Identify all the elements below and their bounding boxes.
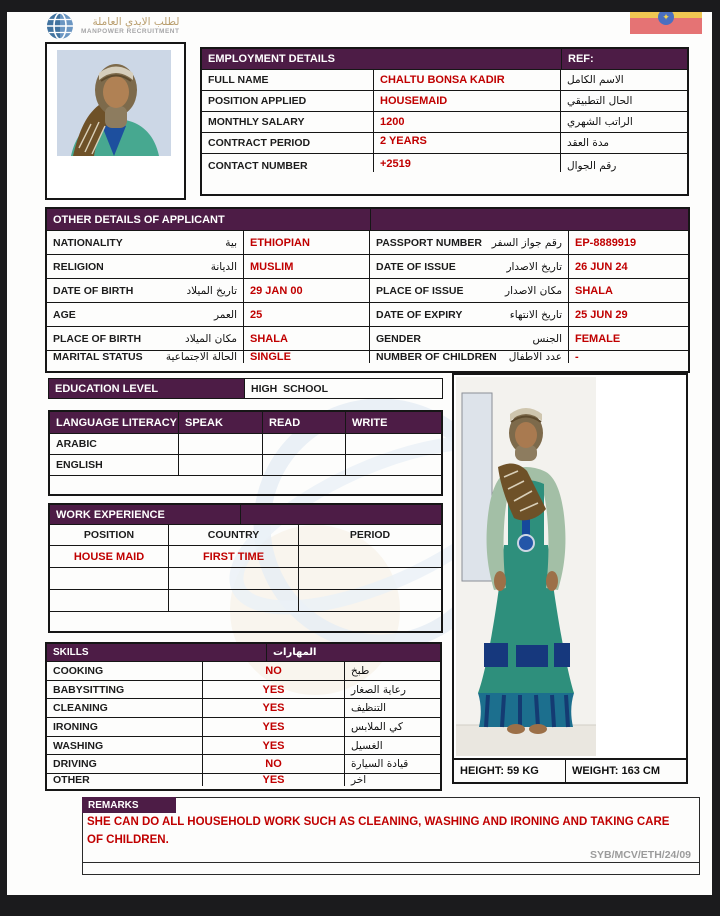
language-row [50,434,441,455]
field-value: HOUSEMAID [374,91,561,111]
skill-label: BABYSITTING [47,681,203,699]
position-cell: HOUSE MAID [50,546,169,567]
col-period-header: PERIOD [349,529,391,541]
field-label-arabic: الجنس [532,332,562,345]
agency-logo [44,10,179,42]
skill-label: DRIVING [47,755,203,773]
employment-row [202,91,687,112]
skill-row [47,755,440,774]
details-row [47,231,688,255]
field-label: CONTRACT PERIOD [202,133,374,153]
details-row [47,303,688,327]
field-label: POSITION APPLIED [202,91,374,111]
field-label-arabic: رقم جواز السفر [491,236,562,249]
field-label: NATIONALITY [53,236,123,249]
skill-row [47,774,440,786]
field-label: NUMBER OF CHILDREN [376,351,497,363]
field-value: SINGLE [244,351,370,363]
speak-cell [179,455,263,475]
reference-code: SYB/MCV/ETH/24/09 [590,849,691,861]
country-cell [169,568,299,589]
remarks-section [82,797,700,875]
field-label-arabic: تاريخ الانتهاء [509,308,562,321]
col-position-header: POSITION [50,525,169,545]
skills-header-arabic: المهارات [267,644,440,661]
country-cell [169,590,299,611]
other-details-table [45,207,690,373]
field-value: FEMALE [575,332,621,345]
work-experience-header-spacer [241,505,441,524]
skill-value: YES [203,681,345,699]
field-label-arabic: مدة العقد [567,137,609,149]
field-label-arabic: العمر [213,308,237,321]
employment-details-table [200,47,689,196]
details-row [47,351,688,363]
field-label-arabic: مكان الميلاد [185,332,237,345]
field-value: EP-8889919 [575,236,637,249]
col-country-header: COUNTRY [169,525,299,545]
language-name: ENGLISH [50,455,179,475]
write-cell [346,455,441,475]
skill-row [47,737,440,756]
field-label: DATE OF BIRTH [53,284,134,297]
skill-value: NO [203,662,345,680]
period-cell [299,590,441,611]
field-value: 25 JUN 29 [575,308,628,321]
field-label-arabic: رقم الجوال [567,160,617,172]
height-value: HEIGHT: 59 KG [454,760,566,782]
other-details-header: OTHER DETAILS OF APPLICANT [47,209,371,230]
read-cell [263,455,346,475]
remarks-bottom-strip [83,862,699,874]
skill-label-arabic: الغسيل [351,739,383,752]
employment-row [202,70,687,91]
field-value: 29 JAN 00 [244,279,370,302]
field-label: GENDER [376,332,421,345]
skill-label-arabic: اخر [351,774,367,787]
scan-edge-top [0,0,720,12]
speak-cell [179,434,263,454]
language-name: ARABIC [50,434,179,454]
education-level-table [48,378,443,399]
skill-row [47,662,440,681]
skill-value: YES [203,774,345,786]
applicant-portrait-photo [57,50,171,156]
details-row [47,327,688,351]
employment-row [202,154,687,172]
field-label: RELIGION [53,260,104,273]
remarks-header: REMARKS [82,797,176,813]
flag-emblem-icon: ✦ [658,9,674,25]
position-cell [50,590,169,611]
field-label-arabic: الراتب الشهري [567,116,633,128]
field-value: ETHIOPIAN [244,231,370,254]
field-value: - [575,351,579,363]
logo-english-text: MANPOWER RECRUITMENT [81,28,180,36]
field-label: FULL NAME [202,70,374,90]
field-label-arabic: الاسم الكامل [567,74,624,86]
applicant-fullbody-frame [452,373,688,760]
field-label: PASSPORT NUMBER [376,236,482,249]
details-row [47,255,688,279]
field-label: DATE OF ISSUE [376,260,456,273]
skill-label: OTHER [47,774,203,786]
skill-row [47,718,440,737]
field-label-arabic: عدد الاطفال [508,351,562,363]
skills-header: SKILLS [47,644,267,661]
skill-label-arabic: قيادة السيارة [351,758,409,771]
field-label-arabic: تاريخ الاصدار [506,260,562,273]
globe-logo-icon [44,10,76,42]
field-value: 25 [244,303,370,326]
field-value: SHALA [575,284,613,297]
field-label: PLACE OF ISSUE [376,284,464,297]
remarks-text: SHE CAN DO ALL HOUSEHOLD WORK SUCH AS CLEANING, WASHING AND IRONING AND TAKING CARE OF CHILDREN. [87,816,670,846]
skill-value: YES [203,699,345,717]
field-value: 1200 [374,112,561,132]
employment-details-header: EMPLOYMENT DETAILS [202,49,562,69]
field-label-arabic: تاريخ الميلاد [186,284,237,297]
scan-edge-left [0,0,7,916]
field-value: 2 YEARS [374,133,561,153]
other-details-header-spacer [371,209,688,230]
country-cell: FIRST TIME [169,546,299,567]
work-experience-header: WORK EXPERIENCE [50,505,241,524]
skill-label-arabic: كي الملابس [351,720,403,733]
col-speak-header: SPEAK [179,412,263,433]
field-value: MUSLIM [244,255,370,278]
skill-label: IRONING [47,718,203,736]
field-label-arabic: الديانة [210,260,237,273]
experience-row [50,568,441,590]
scan-edge-bottom [0,895,720,916]
experience-row [50,546,441,568]
measurements-row [452,758,688,784]
applicant-portrait-frame [45,42,186,200]
skill-label: CLEANING [47,699,203,717]
skill-label-arabic: رعاية الصغار [351,683,406,696]
language-row [50,455,441,476]
field-value: +2519 [374,154,561,172]
field-label-arabic: بية [225,236,237,249]
field-label: AGE [53,308,76,321]
language-literacy-header: LANGUAGE LITERACY [50,412,179,433]
write-cell [346,434,441,454]
field-value: SHALA [244,327,370,350]
period-cell [299,568,441,589]
weight-value: WEIGHT: 163 CM [572,765,661,777]
applicant-fullbody-photo [456,377,596,756]
skill-label: COOKING [47,662,203,680]
skill-label-arabic: طبخ [351,664,370,677]
education-level-label: EDUCATION LEVEL [49,379,245,398]
skill-label: WASHING [47,737,203,755]
skill-value: NO [203,755,345,773]
col-read-header: READ [263,412,346,433]
field-label-arabic: مكان الاصدار [505,284,562,297]
field-value: 26 JUN 24 [575,260,628,273]
field-label-arabic: الحال التطبيقي [567,95,633,107]
field-value: CHALTU BONSA KADIR [374,70,561,90]
period-cell [299,546,441,567]
skill-value: YES [203,718,345,736]
skill-row [47,681,440,700]
employment-row [202,112,687,133]
col-write-header: WRITE [346,412,441,433]
field-label: MARITAL STATUS [53,351,143,363]
field-label-arabic: الحالة الاجتماعية [165,351,237,363]
education-level-value: HIGH SCHOOL [251,382,329,395]
experience-row [50,590,441,612]
skill-value: YES [203,737,345,755]
field-label: DATE OF EXPIRY [376,308,463,321]
field-label: CONTACT NUMBER [202,154,374,172]
scan-edge-right [712,0,720,916]
skills-table [45,642,442,791]
details-row [47,279,688,303]
work-experience-table [48,503,443,633]
employment-row [202,133,687,154]
language-literacy-table [48,410,443,496]
position-cell [50,568,169,589]
skill-label-arabic: التنظيف [351,702,387,715]
ref-header: REF: [562,49,687,69]
skill-row [47,699,440,718]
field-label: PLACE OF BIRTH [53,332,142,345]
logo-arabic-text: لطلب الايدي العاملة [92,15,180,28]
read-cell [263,434,346,454]
field-label: MONTHLY SALARY [202,112,374,132]
